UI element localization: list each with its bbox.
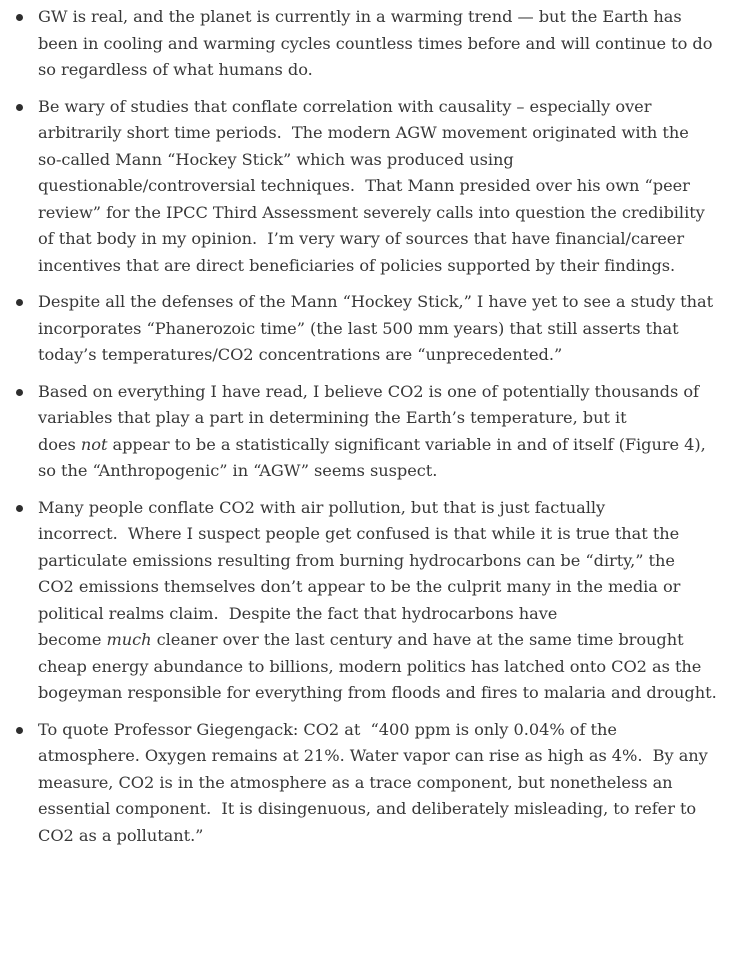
text-line: [38, 796, 734, 823]
bullet-item: [38, 94, 734, 280]
text-line: [38, 521, 734, 548]
bullet-dot-icon: [16, 389, 23, 396]
text-segment: of that body in my opinion. I’m very wary of sources that have financial/career: [38, 229, 685, 248]
text-line: [38, 574, 734, 601]
text-line: [38, 823, 734, 850]
text-segment: cleaner over the last century and have at the same time brought: [151, 630, 684, 649]
text-segment: review” for the IPCC Third Assessment severely calls into question the credibility: [38, 202, 705, 222]
text-segment: cheap energy abundance to billions, modern politics has latched onto CO2 as the: [38, 656, 702, 676]
text-line: [38, 120, 734, 147]
text-line: [38, 147, 734, 174]
text-segment: does: [38, 434, 81, 454]
bullet-item: [38, 379, 734, 485]
text-segment: variables that play a part in determining the Earth’s temperature, but it: [38, 408, 627, 427]
text-line: [38, 289, 734, 316]
text-segment: incorrect. Where I suspect people get confused is that while it is true that the: [38, 524, 680, 543]
text-segment: incentives that are direct beneficiaries of policies supported by their findings.: [38, 255, 676, 275]
text-line: [38, 770, 734, 797]
text-segment: bogeyman responsible for everything from floods and fires to malaria and drought.: [38, 683, 717, 702]
bullet-dot-icon: [16, 505, 23, 512]
text-segment: measure, CO2 is in the atmosphere as a trace component, but nonetheless an: [38, 772, 673, 792]
text-segment: GW is real, and the planet is currently in a warming trend — but the Earth has: [38, 7, 682, 26]
bullet-item: [38, 717, 734, 850]
text-line: [38, 495, 734, 522]
text-segment: CO2 emissions themselves don’t appear to be the culprit many in the media or: [38, 577, 681, 596]
text-line: [38, 458, 734, 485]
text-line: [38, 432, 734, 459]
text-segment: essential component. It is disingenuous, and deliberately misleading, to refer to: [38, 799, 697, 818]
text-line: [38, 173, 734, 200]
text-segment: particulate emissions resulting from burning hydrocarbons can be “dirty,” the: [38, 550, 675, 570]
text-line: [38, 226, 734, 253]
emphasis-text: much: [106, 630, 152, 649]
text-line: [38, 627, 734, 654]
text-segment: appear to be a statistically significant variable in and of itself (Figure 4),: [107, 434, 706, 454]
text-segment: incorporates “Phanerozoic time” (the last 500 mm years) that still asserts that: [38, 318, 679, 338]
text-segment: today’s temperatures/CO2 concentrations are “unprecedented.”: [38, 345, 563, 364]
text-line: [38, 680, 734, 707]
text-segment: To quote Professor Giegengack: CO2 at “400 ppm is only 0.04% of the: [38, 719, 617, 739]
bullet-list: [38, 4, 734, 849]
text-line: [38, 57, 734, 84]
text-line: [38, 31, 734, 58]
text-segment: CO2 as a pollutant.”: [38, 825, 204, 845]
bullet-dot-icon: [16, 104, 23, 111]
text-segment: Based on everything I have read, I believe CO2 is one of potentially thousands of: [38, 381, 699, 401]
text-segment: atmosphere. Oxygen remains at 21%. Water vapor can rise as high as 4%. By any: [38, 746, 708, 765]
text-segment: arbitrarily short time periods. The modern AGW movement originated with the: [38, 123, 689, 142]
text-line: [38, 253, 734, 280]
text-line: [38, 200, 734, 227]
text-line: [38, 342, 734, 369]
bullet-dot-icon: [16, 727, 23, 734]
text-segment: so the “Anthropogenic” in “AGW” seems suspect.: [38, 461, 438, 480]
text-segment: political realms claim. Despite the fact that hydrocarbons have: [38, 603, 558, 623]
text-line: [38, 717, 734, 744]
bullet-dot-icon: [16, 14, 23, 21]
text-segment: Be wary of studies that conflate correlation with causality – especially over: [38, 96, 652, 116]
bullet-dot-icon: [16, 299, 23, 306]
text-segment: been in cooling and warming cycles countless times before and will continue to do: [38, 33, 713, 53]
text-line: [38, 94, 734, 121]
text-line: [38, 601, 734, 628]
text-segment: questionable/controversial techniques. That Mann presided over his own “peer: [38, 176, 690, 195]
text-line: [38, 405, 734, 432]
text-line: [38, 316, 734, 343]
text-line: [38, 379, 734, 406]
bullet-item: [38, 495, 734, 707]
text-segment: so regardless of what humans do.: [38, 60, 313, 79]
text-segment: Many people conflate CO2 with air pollution, but that is just factually: [38, 497, 606, 517]
text-line: [38, 548, 734, 575]
text-line: [38, 743, 734, 770]
bullet-item: [38, 289, 734, 369]
text-line: [38, 654, 734, 681]
emphasis-text: not: [80, 434, 108, 454]
text-segment: become: [38, 630, 107, 649]
text-line: [38, 4, 734, 31]
text-segment: Despite all the defenses of the Mann “Hockey Stick,” I have yet to see a study that: [38, 292, 714, 311]
text-segment: so-called Mann “Hockey Stick” which was produced using: [38, 149, 514, 169]
bullet-item: [38, 4, 734, 84]
